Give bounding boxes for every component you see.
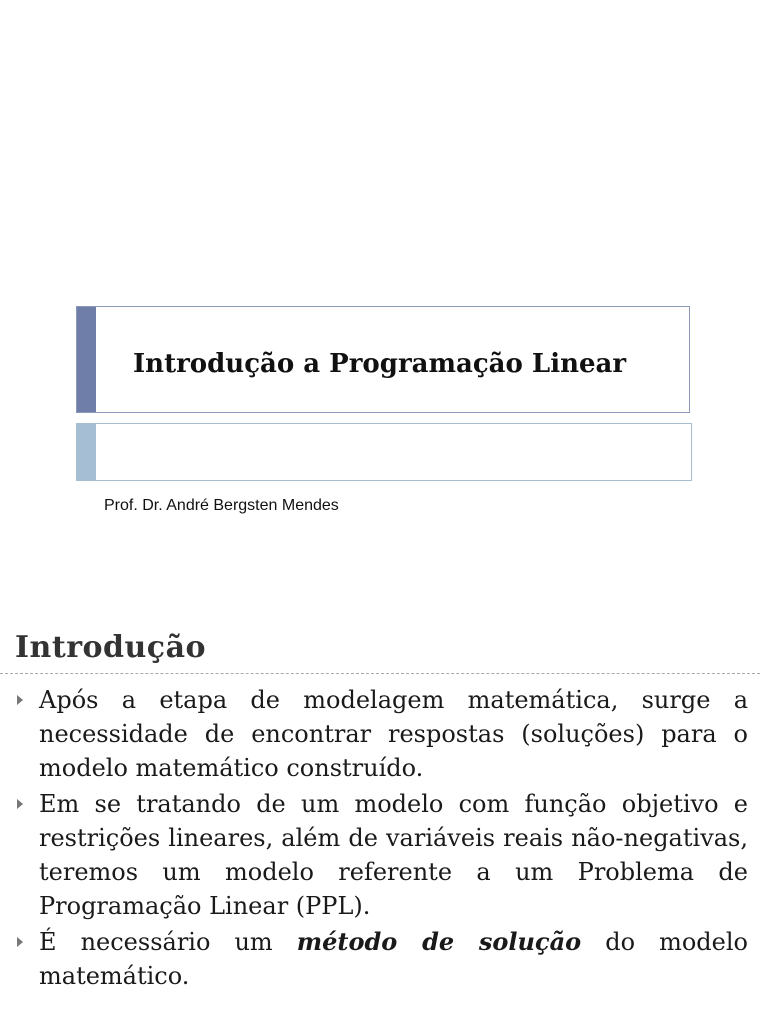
bullet-item xyxy=(0,787,748,923)
bullet-item xyxy=(0,925,748,993)
title-box xyxy=(76,306,690,413)
slide-title: Introdução a Programação Linear xyxy=(133,349,627,379)
bullet-text: Em se tratando de um modelo com função objetivo e restrições lineares, além de variáveis reais não-negativas, teremos um modelo referente a um Problema de Programação Linear (PPL). xyxy=(39,790,748,920)
author-name: Prof. Dr. André Bergsten Mendes xyxy=(104,497,339,514)
subtitle-box xyxy=(76,423,692,481)
subtitle-accent-bar xyxy=(77,424,96,480)
bullet-list xyxy=(0,683,768,995)
triangle-right-icon xyxy=(17,695,23,705)
dashed-divider xyxy=(0,673,760,674)
bullet-text: Após a etapa de modelagem matemática, surge a necessidade de encontrar respostas (soluções) para o modelo matemático construído. xyxy=(39,686,748,782)
bullet-text-emphasis: método de solução xyxy=(296,927,582,956)
bullet-text xyxy=(39,925,748,993)
bullet-item xyxy=(0,683,748,785)
section-heading: Introdução xyxy=(15,630,207,665)
bullet-text-before: É necessário um xyxy=(39,928,297,956)
triangle-right-icon xyxy=(17,799,23,809)
title-accent-bar xyxy=(77,307,96,412)
bullet-text-after: do modelo matemático. xyxy=(39,928,748,990)
triangle-right-icon xyxy=(17,937,23,947)
